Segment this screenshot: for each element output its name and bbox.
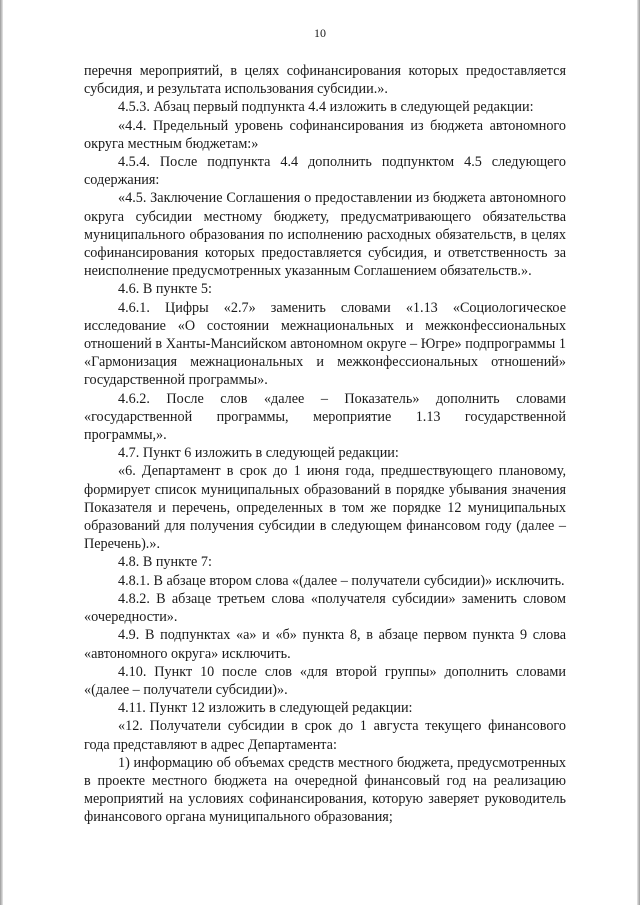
paragraph-4-6-2: 4.6.2. После слов «далее – Показатель» дополнить словами «государственной программы, мероприятие 1.13 государственной программы,». xyxy=(84,390,566,444)
paragraph-4-8-1: 4.8.1. В абзаце втором слова «(далее – получатели субсидии)» исключить. xyxy=(118,572,565,589)
page-number: 10 xyxy=(314,26,326,40)
document-body xyxy=(84,62,566,827)
paragraph-4-9: 4.9. В подпунктах «а» и «б» пункта 8, в абзаце первом пункта 9 слова «автономного округа» исключить. xyxy=(84,627,566,662)
paragraph-quote-4-5: «4.5. Заключение Соглашения о предоставлении из бюджета автономного округа субсидии местному бюджету, предусматривающего обязательства муниципального образования по исполнению расходных обязательств, в целях софинансирования которых предоставляется субсидия, и ответственность за неисполнение предусмотренных указанным Соглашением обязательств.». xyxy=(84,190,566,280)
paragraph-4-7: 4.7. Пункт 6 изложить в следующей редакции: xyxy=(118,445,399,462)
paragraph-4-6-1: 4.6.1. Цифры «2.7» заменить словами «1.13 «Социологическое исследование «О состоянии межнациональных и межконфессиональных отношений в Ханты-Мансийском автономном округе – Югре» подпрограммы 1 «Гармонизация межнациональных и межконфессиональных отношений» государственной программы». xyxy=(84,299,566,389)
paragraph-quote-6: «6. Департамент в срок до 1 июня года, предшествующего плановому, формирует список муниципальных образований в порядке убывания значения Показателя и перечень, определенных в том же порядке 12 муниципальных образований для получения субсидии в следующем финансовом году (далее – Перечень).». xyxy=(84,463,566,553)
paragraph-4-8-2: 4.8.2. В абзаце третьем слова «получателя субсидии» заменить словом «очередности». xyxy=(84,590,566,626)
paragraph-4-11: 4.11. Пункт 12 изложить в следующей редакции: xyxy=(118,700,413,717)
paragraph-continuation: перечня мероприятий, в целях софинансирования которых предоставляется субсидия, и результата использования субсидии.». xyxy=(84,63,566,98)
paragraph-4-8: 4.8. В пункте 7: xyxy=(118,554,212,571)
paragraph-4-10: 4.10. Пункт 10 после слов «для второй группы» дополнить словами «(далее – получатели субсидии)». xyxy=(84,663,566,698)
paragraph-quote-4-4: «4.4. Предельный уровень софинансирования из бюджета автономного округа местным бюджетам:» xyxy=(84,117,566,152)
paragraph-4-6: 4.6. В пункте 5: xyxy=(118,281,212,298)
page-edge-left xyxy=(0,0,3,905)
paragraph-4-5-4: 4.5.4. После подпункта 4.4 дополнить подпунктом 4.5 следующего содержания: xyxy=(84,154,566,189)
paragraph-4-5-3: 4.5.3. Абзац первый подпункта 4.4 изложить в следующей редакции: xyxy=(118,99,534,116)
paragraph-quote-12: «12. Получатели субсидии в срок до 1 августа текущего финансового года представляют в адрес Департамента: xyxy=(84,718,566,753)
paragraph-item-1: 1) информацию об объемах средств местного бюджета, предусмотренных в проекте местного бюджета на очередной финансовый год на реализацию мероприятий на условиях софинансирования, которую заверяет руководитель финансового органа муниципального образования; xyxy=(84,754,566,826)
